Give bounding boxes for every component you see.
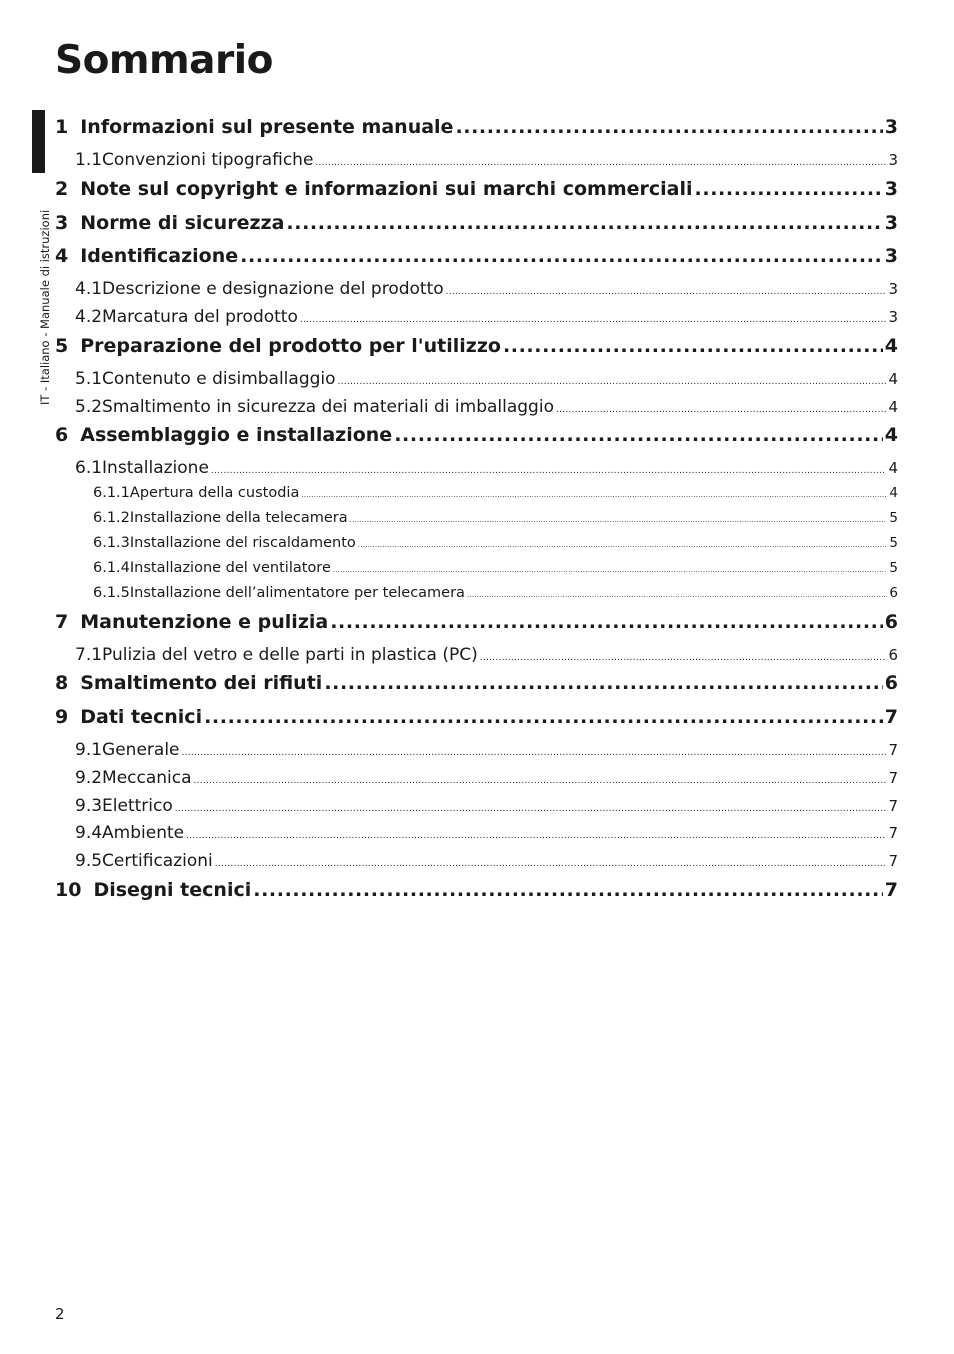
toc-label: Descrizione e designazione del prodotto (102, 279, 444, 299)
toc-label: Installazione del riscaldamento (129, 535, 356, 551)
toc-number: 4.1 (75, 279, 103, 299)
toc-label: Contenuto e disimballaggio (102, 369, 336, 389)
toc-entry-5-2[interactable] (75, 397, 898, 421)
toc-label: Preparazione del prodotto per l'utilizzo (80, 335, 501, 357)
toc-leader (315, 158, 886, 168)
toc-entry-4[interactable] (55, 245, 898, 273)
toc-page: 4 (884, 335, 898, 357)
toc-number: 6.1.2 (93, 510, 130, 526)
toc-entry-7[interactable] (55, 611, 898, 639)
toc-leader (253, 879, 883, 901)
toc-number: 6.1.1 (93, 485, 130, 501)
toc-label: Norme di sicurezza (80, 212, 285, 234)
toc-page: 4 (888, 370, 898, 388)
toc-leader (182, 748, 887, 758)
toc-page: 5 (889, 560, 898, 576)
toc-number: 9.3 (75, 796, 103, 816)
toc-leader (467, 591, 887, 599)
toc-entry-4-2[interactable] (75, 307, 898, 331)
toc-number: 7 (55, 611, 69, 633)
toc-leader (333, 566, 888, 574)
toc-entry-6-1[interactable] (75, 458, 898, 482)
toc-number: 5 (55, 335, 69, 357)
toc-entry-6-1-4[interactable] (93, 560, 898, 582)
toc-page: 3 (884, 178, 898, 200)
toc-number: 10 (55, 879, 82, 901)
toc-page: 7 (888, 741, 898, 759)
toc-number: 7.1 (75, 645, 103, 665)
toc-label: Marcatura del prodotto (102, 307, 298, 327)
toc-label: Smaltimento in sicurezza dei materiali di imballaggio (102, 397, 554, 417)
toc-page: 7 (888, 852, 898, 870)
toc-leader (240, 245, 883, 267)
toc-leader (338, 377, 887, 387)
toc-leader (211, 466, 887, 476)
toc-number: 9 (55, 706, 69, 728)
toc-number: 6 (55, 424, 69, 446)
toc-page: 4 (888, 459, 898, 477)
toc-label: Apertura della custodia (129, 485, 300, 501)
toc-entry-2[interactable] (55, 178, 898, 206)
toc-entry-1[interactable] (55, 116, 898, 144)
page-number: 2 (55, 1305, 65, 1323)
toc-leader (330, 611, 883, 633)
toc-entry-6-1-3[interactable] (93, 535, 898, 557)
toc-page: 3 (884, 212, 898, 234)
page-title: Sommario (55, 38, 273, 83)
toc-entry-5[interactable] (55, 335, 898, 363)
toc-leader (175, 804, 887, 814)
toc-leader (503, 335, 883, 357)
toc-entry-6[interactable] (55, 424, 898, 452)
toc-number: 5.1 (75, 369, 103, 389)
toc-label: Informazioni sul presente manuale (80, 116, 454, 138)
toc-number: 8 (55, 672, 69, 694)
toc-entry-9-4[interactable] (75, 823, 898, 847)
toc-number: 9.1 (75, 740, 103, 760)
toc-leader (204, 706, 883, 728)
toc-page: 7 (888, 824, 898, 842)
toc-label: Installazione del ventilatore (129, 560, 331, 576)
toc-page: 7 (884, 706, 898, 728)
toc-number: 5.2 (75, 397, 103, 417)
toc-page: 6 (884, 672, 898, 694)
toc-leader (286, 212, 882, 234)
toc-entry-5-1[interactable] (75, 369, 898, 393)
toc-label: Pulizia del vetro e delle parti in plastica (PC) (102, 645, 478, 665)
toc-label: Smaltimento dei rifiuti (80, 672, 323, 694)
toc-page: 3 (888, 308, 898, 326)
toc-leader (186, 831, 886, 841)
toc-page: 7 (884, 879, 898, 901)
toc-leader (300, 315, 887, 325)
toc-leader (215, 859, 887, 869)
toc-label: Installazione (102, 458, 209, 478)
toc-entry-6-1-1[interactable] (93, 485, 898, 507)
toc-page: 7 (888, 797, 898, 815)
toc-label: Disegni tecnici (93, 879, 252, 901)
toc-label: Dati tecnici (80, 706, 203, 728)
toc-number: 1 (55, 116, 69, 138)
toc-entry-6-1-2[interactable] (93, 510, 898, 532)
toc-entry-8[interactable] (55, 672, 898, 700)
toc-page: 6 (884, 611, 898, 633)
toc-label: Convenzioni tipografiche (102, 150, 314, 170)
toc-page: 3 (888, 151, 898, 169)
toc-page: 3 (884, 116, 898, 138)
toc-leader (480, 653, 887, 663)
toc-number: 4 (55, 245, 69, 267)
toc-entry-3[interactable] (55, 212, 898, 240)
toc-entry-10[interactable] (55, 879, 898, 907)
toc-page: 4 (889, 485, 898, 501)
toc-leader (324, 672, 882, 694)
toc-entry-1-1[interactable] (75, 150, 898, 174)
toc-entry-9-3[interactable] (75, 796, 898, 820)
toc-entry-9-2[interactable] (75, 768, 898, 792)
toc-label: Elettrico (102, 796, 173, 816)
toc-page: 5 (889, 510, 898, 526)
toc-page: 3 (888, 280, 898, 298)
toc-page: 6 (888, 646, 898, 664)
toc-entry-9-5[interactable] (75, 851, 898, 875)
toc-number: 9.2 (75, 768, 103, 788)
toc-number: 6.1.4 (93, 560, 130, 576)
toc-number: 6.1 (75, 458, 103, 478)
toc-leader (455, 116, 882, 138)
toc-page: 3 (884, 245, 898, 267)
toc-entry-9-1[interactable] (75, 740, 898, 764)
toc-number: 3 (55, 212, 69, 234)
toc-page: 6 (889, 585, 898, 601)
toc-leader (446, 287, 887, 297)
toc-number: 6.1.3 (93, 535, 130, 551)
toc-entry-7-1[interactable] (75, 645, 898, 669)
toc-number: 4.2 (75, 307, 103, 327)
toc-label: Assemblaggio e installazione (80, 424, 393, 446)
side-tab-marker (32, 110, 45, 173)
toc-number: 1.1 (75, 150, 103, 170)
toc-label: Installazione della telecamera (129, 510, 348, 526)
toc-label: Certificazioni (102, 851, 213, 871)
toc-label: Generale (102, 740, 180, 760)
toc-page: 5 (889, 535, 898, 551)
toc-entry-6-1-5[interactable] (93, 585, 898, 607)
toc-leader (194, 776, 887, 786)
toc-label: Meccanica (102, 768, 192, 788)
toc-number: 6.1.5 (93, 585, 130, 601)
toc-leader (556, 405, 886, 415)
toc-number: 2 (55, 178, 69, 200)
toc-number: 9.5 (75, 851, 103, 871)
toc-page: 4 (888, 398, 898, 416)
side-language-label: IT - Italiano - Manuale di istruzioni (38, 209, 52, 405)
toc-leader (394, 424, 883, 446)
toc-leader (695, 178, 883, 200)
toc-number: 9.4 (75, 823, 103, 843)
toc-page: 7 (888, 769, 898, 787)
toc-label: Installazione dell’alimentatore per telecamera (129, 585, 465, 601)
toc-label: Note sul copyright e informazioni sui marchi commerciali (80, 178, 693, 200)
toc-leader (350, 516, 888, 524)
toc-leader (301, 491, 887, 499)
toc-label: Manutenzione e pulizia (80, 611, 329, 633)
toc-label: Identificazione (80, 245, 239, 267)
toc-label: Ambiente (102, 823, 185, 843)
toc-entry-9[interactable] (55, 706, 898, 734)
toc-leader (358, 541, 888, 549)
toc-page: 4 (884, 424, 898, 446)
toc-entry-4-1[interactable] (75, 279, 898, 303)
